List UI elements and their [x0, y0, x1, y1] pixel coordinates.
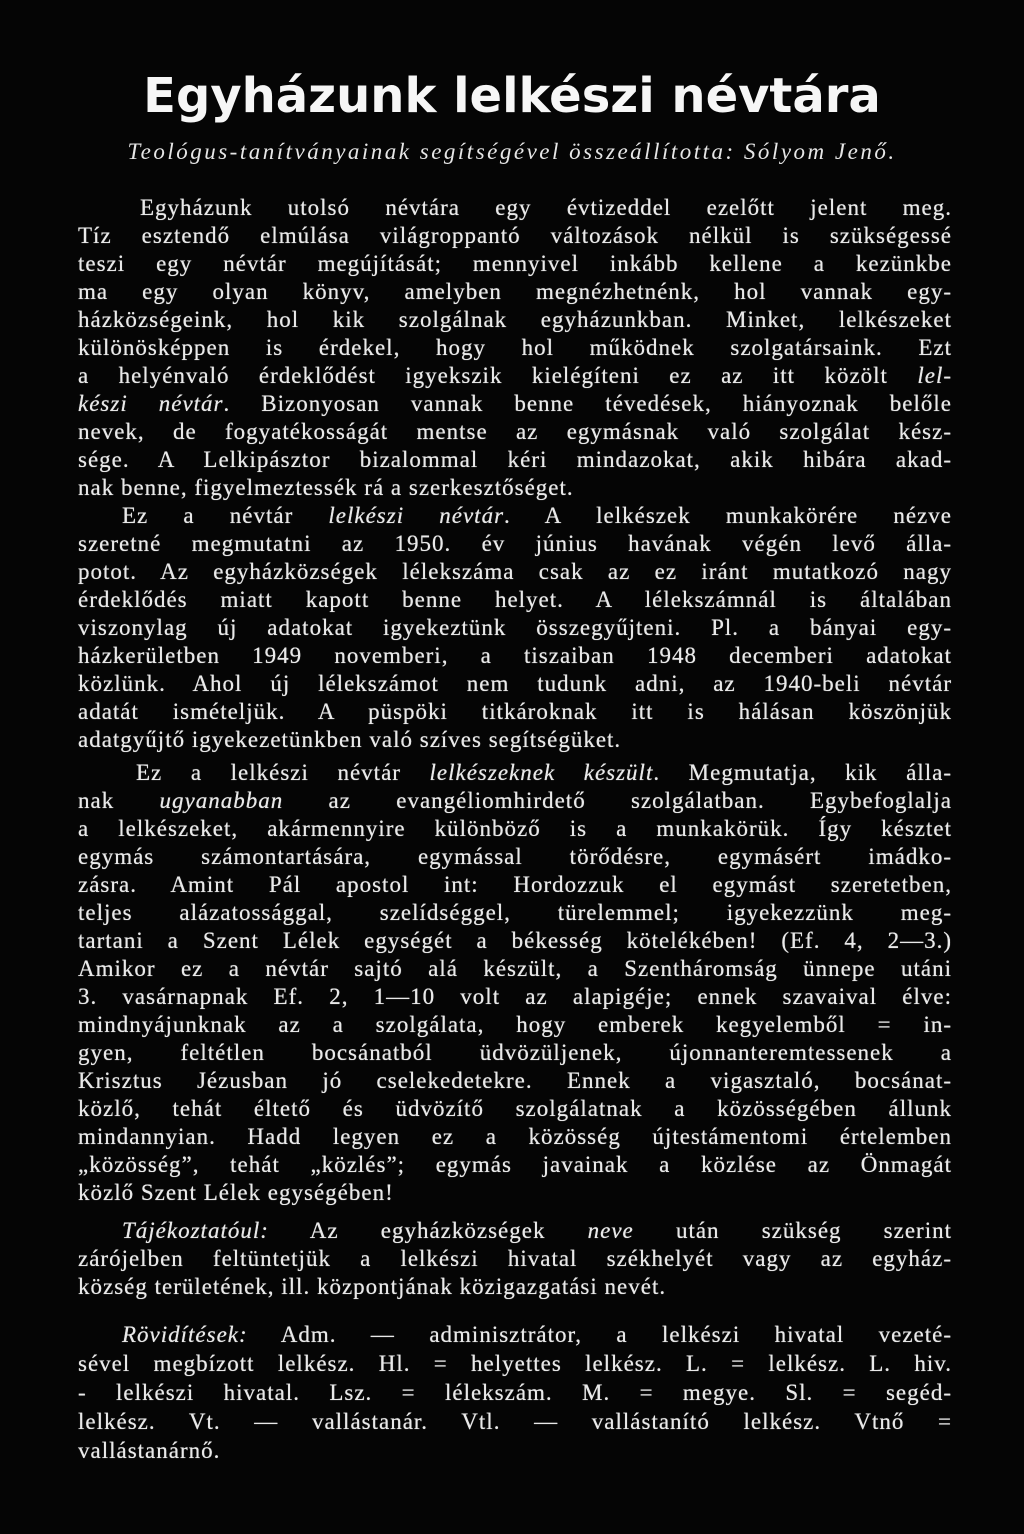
- text-span: házközségeink, hol kik szolgálnak egyházunkban. Minket, lelkészeket: [78, 307, 952, 332]
- text-span: zásra. Amint Pál apostol int: Hordozzuk el egymást szeretetben,: [78, 872, 952, 897]
- text-line: [78, 586, 952, 614]
- text-line: [78, 1349, 952, 1378]
- text-span: a helyénvaló érdeklődést igyekszik kielégíteni ez az itt közölt: [78, 363, 918, 388]
- text-span: szeretné megmutatni az 1950. év június havának végén levő álla-: [78, 531, 952, 556]
- text-line: [78, 278, 952, 306]
- text-span: sége. A Lelkipásztor bizalommal kéri mindazokat, akik hibára akad-: [78, 447, 952, 472]
- text-span: község területének, ill. központjának közigazgatási nevét.: [78, 1274, 667, 1299]
- paragraph: [78, 502, 952, 754]
- text-line: [78, 1011, 952, 1039]
- text-span: . Bizonyosan vannak benne tévedések, hiányoznak belőle: [223, 391, 952, 416]
- text-span: Tíz esztendő elmúlása világroppantó változások nélkül is szükségessé: [78, 223, 952, 248]
- text-line: [78, 1095, 952, 1123]
- italic-text-span: lelkészeknek készült: [429, 760, 654, 785]
- text-span: nak benne, figyelmeztessék rá a szerkesztőséget.: [78, 475, 574, 500]
- text-line: [78, 1407, 952, 1436]
- italic-text-span: lel-: [917, 363, 952, 388]
- article-body: [78, 194, 952, 1465]
- italic-text-span: Rövidítések:: [122, 1322, 248, 1347]
- text-span: zárójelben feltüntetjük a lelkészi hivatal székhelyét vagy az egyház-: [78, 1246, 952, 1271]
- text-line: [78, 1378, 952, 1407]
- text-line: [78, 815, 952, 843]
- text-span: különösképpen is érdekel, hogy hol működnek szolgatársaink. Ezt: [78, 335, 952, 360]
- text-span: adatát ismételjük. A püspöki titkároknak itt is hálásan köszönjük: [78, 699, 952, 724]
- text-span: ma egy olyan könyv, amelyben megnézhetnénk, hol vannak egy-: [78, 279, 952, 304]
- text-line: [78, 1179, 952, 1207]
- text-span: az evangéliomhirdető szolgálatban. Egybefoglalja: [283, 788, 952, 813]
- text-line: [78, 899, 952, 927]
- text-span: mindannyian. Hadd legyen ez a közösség újtestámentomi értelemben: [78, 1124, 952, 1149]
- text-line: [78, 250, 952, 278]
- text-span: teljes alázatossággal, szelídséggel, türelemmel; igyekezzünk meg-: [78, 900, 952, 925]
- text-line: [78, 530, 952, 558]
- text-span: a lelkészeket, akármennyire különböző is a munkakörük. Így késztet: [78, 816, 952, 841]
- text-line: [78, 446, 952, 474]
- text-span: 3. vasárnapnak Ef. 2, 1—10 volt az alapigéje; ennek szavaival élve:: [78, 984, 952, 1009]
- text-line: [78, 1320, 952, 1349]
- text-span: - lelkészi hivatal. Lsz. = lélekszám. M. = megye. Sl. = segéd-: [78, 1380, 952, 1405]
- text-span: közlünk. Ahol új lélekszámot nem tudunk adni, az 1940-beli névtár: [78, 671, 952, 696]
- text-span: egymás számontartására, egymással törődésre, egymásért imádko-: [78, 844, 952, 869]
- text-span: viszonylag új adatokat igyekeztünk összegyűjteni. Pl. a bányai egy-: [78, 615, 952, 640]
- text-span: Egyházunk utolsó névtára egy évtizeddel ezelőtt jelent meg.: [140, 195, 952, 220]
- italic-text-span: lelkészi névtár: [328, 503, 505, 528]
- text-line: [78, 474, 952, 502]
- text-span: házkerületben 1949 novemberi, a tiszaiban 1948 decemberi adatokat: [78, 643, 952, 668]
- text-line: [78, 418, 952, 446]
- text-span: . A lelkészek munkakörére nézve: [504, 503, 952, 528]
- italic-text-span: ugyanabban: [159, 788, 284, 813]
- text-span: Adm. — adminisztrátor, a lelkészi hivatal vezeté-: [247, 1322, 952, 1347]
- text-line: [78, 1217, 952, 1245]
- page-subtitle: Teológus-tanítványainak segítségével összeállította: Sólyom Jenő.: [127, 139, 897, 164]
- text-span: Amikor ez a névtár sajtó alá készült, a Szentháromság ünnepe utáni: [78, 956, 952, 981]
- text-span: adatgyűjtő igyekezetünkben való szíves segítségüket.: [78, 727, 622, 752]
- text-line: [78, 1123, 952, 1151]
- text-span: teszi egy névtár megújítását; mennyivel inkább kellene a kezünkbe: [78, 251, 952, 276]
- text-span: érdeklődés miatt kapott benne helyet. A lélekszámnál is általában: [78, 587, 952, 612]
- page-title: Egyházunk lelkészi névtára: [143, 68, 881, 124]
- text-line: [78, 306, 952, 334]
- text-span: után szükség szerint: [633, 1218, 952, 1243]
- paragraph: [78, 759, 952, 1207]
- text-line: [78, 698, 952, 726]
- text-span: Az egyházközségek: [268, 1218, 588, 1243]
- text-line: [78, 642, 952, 670]
- text-line: [78, 871, 952, 899]
- text-line: [78, 726, 952, 754]
- text-line: [78, 614, 952, 642]
- text-span: Krisztus Jézusban jó cselekedetekre. Ennek a vigasztaló, bocsánat-: [78, 1068, 952, 1093]
- text-line: [78, 983, 952, 1011]
- text-line: [78, 955, 952, 983]
- text-line: [78, 670, 952, 698]
- text-line: [78, 1436, 952, 1465]
- text-line: [78, 1273, 952, 1301]
- italic-text-span: neve: [587, 1218, 634, 1243]
- text-span: tartani a Szent Lélek egységét a békesség kötelékében! (Ef. 4, 2—3.): [78, 928, 952, 953]
- text-line: [78, 558, 952, 586]
- text-span: mindnyájunknak az a szolgálata, hogy emberek kegyelemből = in-: [78, 1012, 952, 1037]
- text-span: sével megbízott lelkész. Hl. = helyettes lelkész. L. = lelkész. L. hiv.: [78, 1351, 952, 1376]
- text-span: nevek, de fogyatékosságát mentse az egymásnak való szolgálat kész-: [78, 419, 952, 444]
- italic-text-span: készi névtár: [78, 391, 224, 416]
- text-line: [78, 390, 952, 418]
- text-span: Ez a névtár: [122, 503, 329, 528]
- text-span: Ez a lelkészi névtár: [136, 760, 430, 785]
- text-line: [78, 927, 952, 955]
- text-line: [78, 1151, 952, 1179]
- text-span: közlő Szent Lélek egységében!: [78, 1180, 394, 1205]
- text-span: „közösség”, tehát „közlés”; egymás javainak a közlése az Önmagát: [78, 1152, 952, 1177]
- paragraph: [78, 1320, 952, 1465]
- text-line: [78, 334, 952, 362]
- paragraph: [78, 194, 952, 502]
- text-span: közlő, tehát éltető és üdvözítő szolgálatnak a közösségében állunk: [78, 1096, 952, 1121]
- text-line: [78, 787, 952, 815]
- text-span: lelkész. Vt. — vallástanár. Vtl. — vallástanító lelkész. Vtnő =: [78, 1409, 952, 1434]
- text-line: [78, 1039, 952, 1067]
- text-span: vallástanárnő.: [78, 1438, 221, 1463]
- italic-text-span: Tájékoztatóul:: [122, 1218, 269, 1243]
- text-line: [78, 759, 952, 787]
- text-line: [78, 222, 952, 250]
- text-line: [78, 1245, 952, 1273]
- text-span: nak: [78, 788, 160, 813]
- text-span: potot. Az egyházközségek lélekszáma csak az ez iránt mutatkozó nagy: [78, 559, 952, 584]
- paragraph: [78, 1217, 952, 1301]
- text-line: [78, 843, 952, 871]
- text-span: gyen, feltétlen bocsánatból üdvözüljenek, újonnanteremtessenek a: [78, 1040, 952, 1065]
- text-line: [78, 502, 952, 530]
- text-span: . Megmutatja, kik álla-: [653, 760, 952, 785]
- text-line: [78, 1067, 952, 1095]
- text-line: [78, 362, 952, 390]
- text-line: [78, 194, 952, 222]
